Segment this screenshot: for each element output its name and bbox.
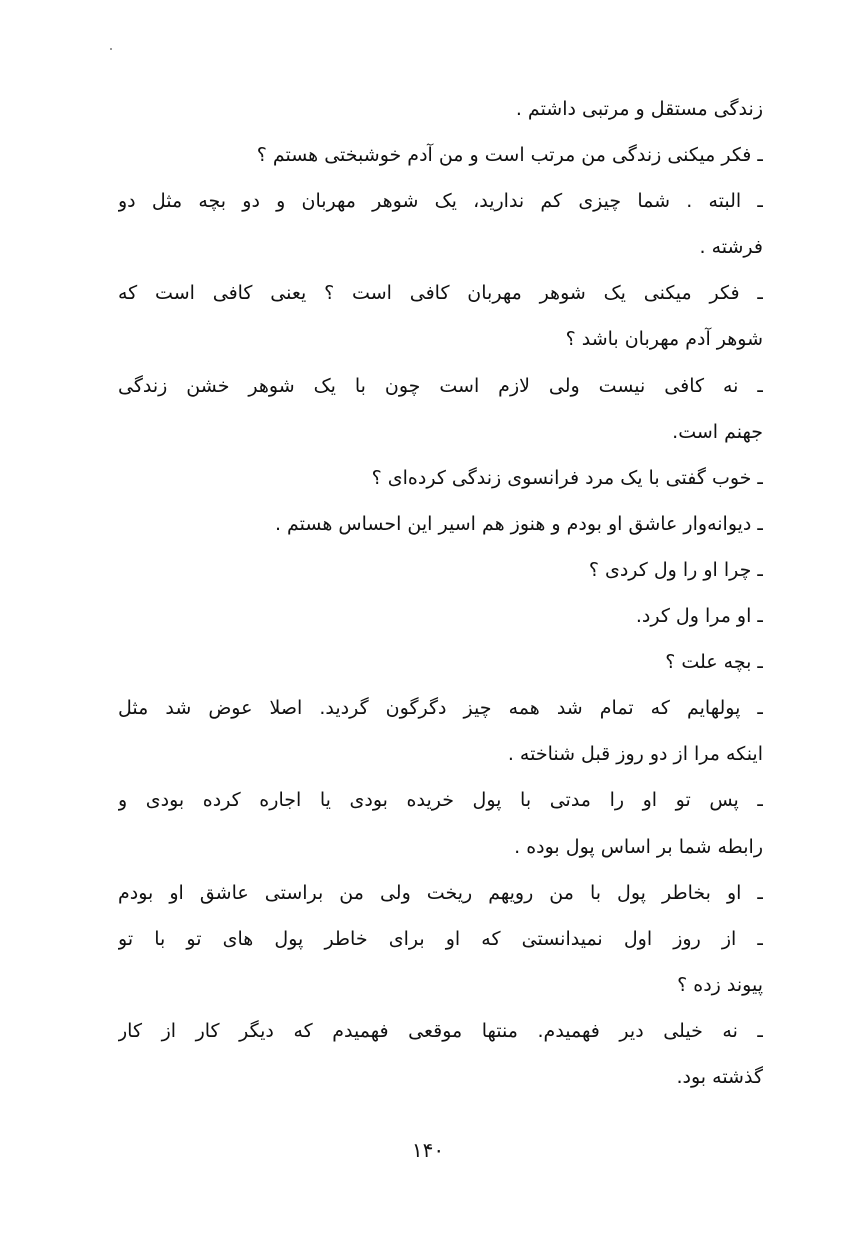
text-line: ـ نه کافی نیست ولی لازم است چون با یک شوهر خشن زندگی [118, 374, 763, 397]
text-line: شوهر آدم مهربان باشد ؟ [565, 328, 763, 351]
text-line: ـ چرا او را ول کردی ؟ [588, 558, 763, 581]
text-line: ـ دیوانه‌وار عاشق او بودم و هنوز هم اسیر این احساس هستم . [274, 512, 763, 535]
text-line: ـ از روز اول نمیدانستی که او برای خاطر پول های تو با تو [118, 927, 763, 950]
text-line: ـ پولهایم که تمام شد همه چیز دگرگون گردید. اصلا عوض شد مثل [118, 697, 763, 720]
text-line: ـ او بخاطر پول با من رویهم ریخت ولی من براستی عاشق او بودم [118, 881, 763, 904]
text-line: ـ پس تو او را مدتی با پول خریده بودی یا اجاره کرده بودی و [118, 789, 763, 812]
text-line: ـ البته . شما چیزی کم ندارید، یک شوهر مهربان و دو بچه مثل دو [118, 190, 763, 213]
text-line: زندگی مستقل و مرتبی داشتم . [515, 98, 763, 120]
text-line: گذشته بود. [676, 1065, 763, 1088]
text-line: اینکه مرا از دو روز قبل شناخته . [507, 743, 763, 766]
text-line: جهنم است. [672, 420, 763, 443]
scan-speck [110, 48, 112, 50]
text-line: فرشته . [699, 236, 763, 259]
text-line: ـ خوب گفتی با یک مرد فرانسوی زندگی کرده‌ای ؟ [371, 466, 763, 489]
text-line: ـ بچه علت ؟ [665, 651, 763, 674]
page-number: ۱۴۰ [411, 1138, 445, 1162]
text-line: ـ نه خیلی دیر فهمیدم. منتها موقعی فهمیدم که دیگر کار از کار [118, 1019, 763, 1042]
text-line: ـ فکر میکنی یک شوهر مهربان کافی است ؟ یعنی کافی است که [118, 282, 763, 305]
text-line: رابطه شما بر اساس پول بوده . [514, 835, 763, 858]
body-text [118, 86, 763, 1100]
text-line: ـ او مرا ول کرد. [635, 605, 763, 628]
text-line: پیوند زده ؟ [677, 973, 763, 996]
text-line: ـ فکر میکنی زندگی من مرتب است و من آدم خوشبختی هستم ؟ [256, 144, 763, 167]
